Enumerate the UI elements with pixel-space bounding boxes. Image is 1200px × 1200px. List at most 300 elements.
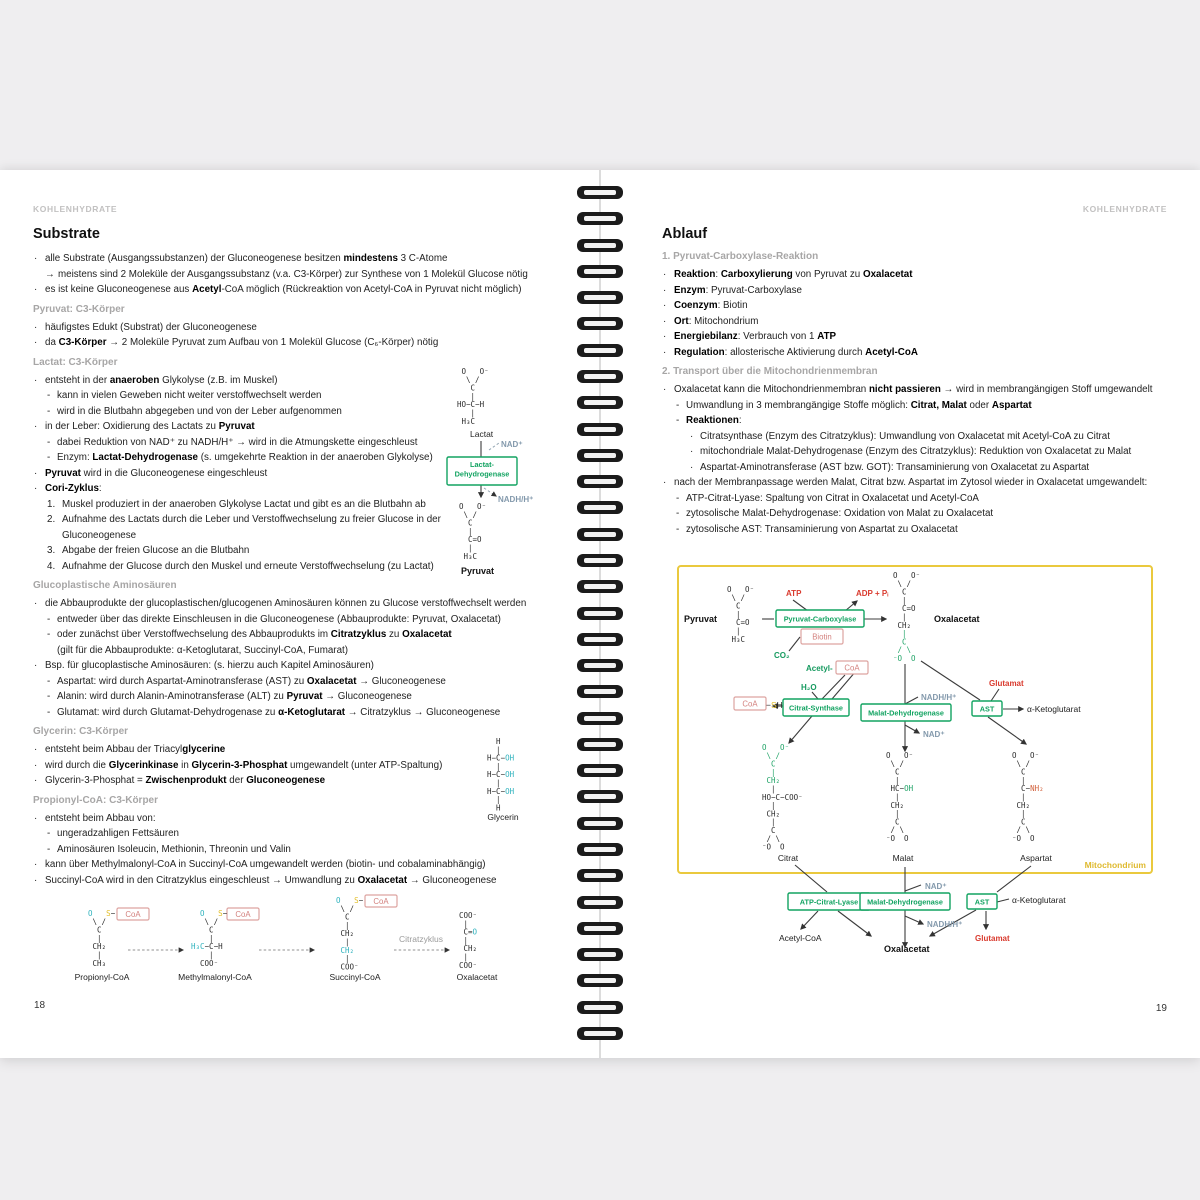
bullet-text: [57, 388, 321, 404]
category-header-right: KOHLENHYDRATE: [1082, 204, 1167, 214]
text-run: Oxalacetat: [862, 269, 913, 280]
diagram-label: α-Ketoglutarat: [1027, 704, 1081, 714]
bullet-text: [57, 689, 412, 705]
text-run: nicht passieren: [868, 384, 941, 395]
atom-run: |: [191, 933, 214, 943]
bullet-text: [45, 282, 521, 298]
bullet-marker: ·: [663, 384, 667, 395]
text-run: Citrat, Malat: [910, 399, 967, 411]
bullet-text: [57, 842, 291, 858]
bullet-marker: ·: [34, 812, 38, 824]
bullet-item: [33, 282, 547, 298]
atom-run: OH: [505, 770, 515, 780]
bullet-item: [33, 658, 547, 674]
text-run: Oxalacetat kann die Mitochondrienmembran: [674, 384, 869, 395]
bullet-marker: -: [676, 399, 680, 411]
diagram-label: NADH/H⁺: [498, 495, 534, 504]
chain-diagram: [60, 888, 525, 990]
text-run: :: [715, 269, 721, 280]
box-label: Dehydrogenase: [454, 469, 510, 479]
spiral-ring: [577, 580, 623, 593]
bullet-item: [662, 429, 1170, 445]
atom-run: CH₂: [886, 800, 905, 810]
text-run: Zwischenprodukt: [145, 775, 227, 786]
atom-run: / \: [1012, 825, 1031, 835]
bullet-item: [662, 382, 1170, 398]
label-run: H: [776, 700, 783, 710]
bullet-text: [62, 559, 434, 575]
text-run: häufigstes Edukt (Substrat) der Gluconeogenese: [45, 321, 257, 333]
atom-run: C: [893, 637, 907, 647]
bullet-item: [33, 320, 547, 336]
bullet-marker: ·: [34, 759, 38, 771]
bullet-marker: -: [676, 523, 680, 535]
atom-run: C: [457, 383, 476, 393]
text-run: wird in die Gluconeogenese eingeschleust: [80, 467, 268, 479]
atom-run: HO−C−H: [457, 400, 485, 410]
bullet-item: [662, 298, 1170, 314]
diagram-label: Citrat: [777, 853, 799, 863]
diagram-label: NAD⁺: [501, 440, 523, 449]
chem-structure-row: [459, 552, 477, 561]
spiral-ring: [577, 344, 623, 357]
atom-run: |: [1012, 792, 1026, 802]
text-run: mitochondriale Malat-Dehydrogenase (Enzym des Citratzyklus): Reduktion von Oxalacetat zu Malat: [700, 446, 1132, 457]
bullet-item: [33, 335, 547, 351]
bullet-text: [45, 481, 102, 497]
connector-line: [489, 443, 499, 450]
bullet-marker: -: [47, 436, 51, 448]
atom-run: −C−H: [204, 942, 223, 952]
bullet-marker: ·: [690, 446, 694, 457]
bullet-item: [33, 873, 547, 889]
bullet-item: [33, 596, 547, 612]
spiral-ring: [577, 396, 623, 409]
text-run: Enzym: [674, 284, 706, 296]
text-run: Glykolyse (z.B. im Muskel): [159, 374, 278, 386]
text-run: → Citratzyklus → Gluconeogenese: [345, 706, 501, 718]
connector-line: [997, 866, 1031, 892]
atom-run: −: [222, 909, 228, 918]
atom-run: C: [191, 925, 214, 935]
spiral-ring: [577, 659, 623, 672]
text-run: Gluconeogenese: [246, 775, 326, 786]
bullet-text: [686, 506, 993, 522]
bullet-marker: -: [47, 613, 51, 625]
text-run: : Pyruvat-Carboxylase: [705, 284, 802, 296]
spiral-ring: [577, 554, 623, 567]
atom-run: |: [487, 795, 501, 805]
connector-line: [789, 637, 800, 651]
atom-run: C: [336, 912, 350, 922]
bullet-marker: -: [676, 415, 680, 426]
atom-run: |: [487, 761, 501, 771]
spiral-ring: [577, 239, 623, 252]
spiral-ring: [577, 869, 623, 882]
atom-run: |: [1012, 775, 1026, 785]
bullet-text: [45, 811, 156, 827]
text-run: Umwandlung in 3 membrangängige Stoffe möglich:: [686, 399, 911, 411]
text-run: Acetyl-CoA: [865, 346, 918, 358]
atom-run: OH: [904, 784, 914, 794]
atom-run: |: [1012, 809, 1026, 819]
bullet-item: [662, 491, 1170, 507]
text-run: (s. umgekehrte Reaktion in der anaeroben Glykolyse): [198, 452, 433, 463]
text-run: α-Ketoglutarat: [278, 706, 346, 718]
atom-run: COO⁻: [459, 911, 478, 920]
diagram-label: Glutamat: [989, 679, 1024, 688]
text-run: zu: [386, 629, 403, 640]
page-number-left: 18: [34, 1000, 46, 1011]
atom-run: |: [459, 526, 473, 536]
atom-run: C: [88, 925, 102, 935]
diagram-label: [766, 700, 783, 710]
text-run: Reaktionen: [686, 415, 739, 426]
bullet-item: [662, 506, 1170, 522]
bullet-marker: ·: [663, 315, 667, 327]
bullet-marker: 4.: [47, 560, 56, 572]
text-run: Muskel produziert in der anaeroben Glykolyse Lactat und gibt es an die Blutbahn ab: [62, 498, 426, 510]
spiral-binding: [577, 186, 623, 1040]
atom-run: |: [336, 937, 350, 947]
bullet-marker: ·: [34, 467, 38, 479]
bullet-text: [57, 674, 446, 690]
spiral-ring: [577, 528, 623, 541]
spiral-ring: [577, 212, 623, 225]
atom-run: O O⁻: [459, 502, 487, 511]
diagram-label: NAD⁺: [925, 882, 947, 891]
text-run: Carboxylierung: [720, 269, 793, 280]
text-run: Pyruvat: [286, 691, 323, 702]
bullet-item: [662, 460, 1170, 476]
text-run: Glycerinkinase: [108, 759, 179, 771]
connector-line: [905, 697, 918, 704]
atom-run: H−C−: [487, 770, 506, 780]
atom-run: CH₂: [1012, 800, 1031, 810]
text-run: Lactat-Dehydrogenase: [92, 452, 199, 463]
text-run: → Gluconeogenese: [407, 874, 497, 886]
atom-run: ⁻O O: [762, 842, 785, 852]
text-run: kann über Methylmalonyl-CoA in Succinyl-CoA umgewandelt werden (biotin- und cobalaminabhängig): [45, 859, 486, 870]
atom-run: COO⁻: [459, 960, 478, 970]
atom-run: |: [459, 543, 473, 553]
text-run: Bsp. für glucoplastische Aminosäuren: (s. hierzu auch Kapitel Aminosäuren): [45, 660, 374, 671]
atom-run: C=: [459, 927, 473, 937]
spiral-ring: [577, 790, 623, 803]
diagram-label: Pyruvat: [684, 614, 718, 624]
lactat_column-diagram: [440, 358, 562, 582]
text-run: 3 C-Atome: [397, 253, 448, 264]
bullet-text: [674, 267, 913, 283]
text-run: Oxalacetat: [357, 874, 408, 886]
spiral-ring: [577, 291, 623, 304]
atom-run: CH₂: [88, 942, 107, 952]
atom-run: C: [727, 601, 741, 611]
box-label: CoA: [235, 909, 251, 919]
chem-structure-row: [762, 843, 785, 852]
atom-run: |: [762, 817, 776, 827]
spiral-ring: [577, 922, 623, 935]
atom-run: CH₂: [336, 945, 355, 955]
connector-line: [789, 716, 812, 743]
box-label: CoA: [373, 896, 389, 906]
text-run: der: [226, 775, 247, 786]
atom-run: H₃C: [727, 634, 746, 644]
text-run: Aspartat: [991, 399, 1032, 411]
chem-structure-row: [459, 961, 477, 970]
diagram-label: Propionyl-CoA: [74, 972, 130, 982]
section-subheader: Propionyl-CoA: C3-Körper: [33, 794, 158, 806]
atom-run: H: [487, 737, 501, 746]
bullet-item: [662, 283, 1170, 299]
bullet-item: [33, 643, 547, 659]
bullet-marker: ·: [34, 775, 38, 786]
bullet-marker: ·: [34, 598, 38, 609]
bullet-text: [57, 627, 452, 643]
chem-structure-row: [1012, 834, 1035, 843]
bullet-marker: ·: [34, 284, 38, 295]
diagram-label: NADH/H⁺: [927, 920, 963, 929]
text-run: Alanin: wird durch Alanin-Aminotransferase (ALT) zu: [57, 691, 287, 702]
atom-run: |: [459, 952, 469, 962]
bullet-marker: -: [47, 706, 51, 718]
atom-run: OH: [505, 786, 515, 796]
box-label: CoA: [125, 909, 141, 919]
text-run: : Mitochondrium: [688, 315, 759, 327]
diagram-label: H₂O: [801, 683, 817, 692]
atom-run: OH: [505, 753, 515, 763]
atom-run: |: [893, 595, 907, 605]
label-run: S: [770, 700, 777, 710]
bullet-item: [662, 413, 1170, 429]
text-run: Reaktion: [674, 269, 716, 280]
spiral-ring: [577, 370, 623, 383]
text-run: → Gluconeogenese: [322, 691, 412, 702]
spiral-ring: [577, 843, 623, 856]
bullet-text: [674, 298, 748, 314]
box-label: Malat-Dehydrogenase: [867, 897, 943, 907]
bullet-text: [45, 419, 255, 435]
atom-run: C=O: [459, 535, 482, 545]
diagram-label: Oxalacetat: [456, 972, 498, 982]
bullet-marker: -: [47, 675, 51, 687]
bullet-marker: -: [47, 843, 51, 855]
text-run: nach der Membranpassage werden Malat, Citrat bzw. Aspartat im Zytosol wieder in Oxalacetat umgewandelt:: [674, 477, 1148, 488]
bullet-text: [57, 435, 417, 451]
atom-run: C: [1012, 767, 1026, 777]
text-run: entsteht beim Abbau von:: [45, 812, 156, 824]
atom-run: −: [358, 896, 364, 905]
box-label: CoA: [742, 699, 758, 709]
bullet-item: [33, 826, 547, 842]
text-run: dabei Reduktion von NAD⁺ zu NADH/H⁺ → wird in die Atmungskette eingeschleust: [57, 436, 418, 448]
chem-structure-row: [893, 654, 916, 663]
atom-run: O O⁻: [762, 743, 790, 752]
text-run: Aspartat-Aminotransferase (AST bzw. GOT): Transaminierung von Oxalacetat zu Aspartat: [700, 461, 1090, 473]
bullet-text: [45, 251, 447, 267]
text-run: Glutamat: wird durch Glutamat-Dehydrogenase zu: [57, 706, 279, 718]
atom-run: CH₂: [336, 929, 355, 939]
text-run: Pyruvat: [218, 421, 255, 432]
spiral-ring: [577, 817, 623, 830]
bullet-text: [686, 522, 958, 538]
bullet-text: [62, 528, 136, 544]
bullet-text: [45, 857, 486, 873]
connector-line: [991, 689, 999, 701]
spiral-ring: [577, 186, 623, 199]
bullet-item: [33, 612, 547, 628]
diagram-label: ADP + Pᵢ: [856, 589, 889, 598]
section-subheader: 1. Pyruvat-Carboxylase-Reaktion: [662, 251, 819, 262]
bullet-text: [674, 329, 836, 345]
spiral-ring: [577, 607, 623, 620]
text-run: da: [45, 337, 59, 348]
text-run: glycerine: [182, 744, 226, 755]
text-run: Aminosäuren Isoleucin, Methionin, Threonin und Valin: [57, 843, 291, 855]
atom-run: CH₂: [459, 944, 478, 954]
atom-run: HO−C−COO⁻: [762, 792, 803, 802]
bullet-text: [57, 705, 500, 721]
bullet-item: [662, 398, 1170, 414]
atom-run: \ /: [88, 917, 107, 927]
connector-line: [838, 911, 871, 936]
diagram-label: α-Ketoglutarat: [1012, 895, 1066, 905]
bullet-item: [662, 314, 1170, 330]
atom-run: C=O: [893, 604, 916, 614]
bullet-marker: 2.: [47, 514, 56, 525]
bullet-marker: 1.: [47, 498, 56, 510]
box-label: Citrat-Synthase: [789, 703, 843, 713]
text-run: Glycerin-3-Phosphat: [191, 759, 288, 771]
spiral-ring: [577, 1001, 623, 1014]
chem-structure-row: [88, 959, 106, 968]
bullet-text: [686, 398, 1032, 414]
connector-line: [905, 916, 923, 924]
bullet-item: [662, 522, 1170, 538]
spiral-ring: [577, 423, 623, 436]
bullet-text: [45, 658, 374, 674]
text-run: (gilt für die Abbauprodukte: α-Ketoglutarat, Succinyl-CoA, Fumarat): [57, 644, 348, 656]
atom-run: / \: [762, 834, 781, 844]
spiral-ring: [577, 896, 623, 909]
text-run: Gluconeogenese: [62, 529, 137, 541]
text-run: Oxalacetat: [306, 675, 357, 687]
diagram-label: ATP: [786, 589, 802, 598]
connector-line: [905, 885, 921, 891]
atom-run: S: [354, 896, 359, 905]
atom-run: |: [762, 801, 776, 811]
atom-run: |: [886, 775, 900, 785]
bullet-marker: ·: [663, 284, 667, 296]
connector-line: [822, 675, 845, 699]
diagram-label: Citratzyklus: [399, 934, 443, 944]
text-run: entweder über das direkte Einschleusen in die Gluconeogenese (Abbauprodukte: Pyruvat, Oxalacetat): [57, 613, 501, 625]
atom-run: O O⁻: [1012, 751, 1040, 760]
text-run: → 2 Moleküle Pyruvat zum Aufbau von 1 Molekül Glucose (C₆-Körper) nötig: [106, 337, 439, 348]
bullet-marker: -: [47, 390, 51, 401]
bullet-text: [45, 742, 225, 758]
diagram-label: Oxalacetat: [934, 614, 980, 624]
atom-run: |: [727, 609, 741, 619]
text-run: Acetyl: [192, 284, 222, 295]
spiral-ring: [577, 265, 623, 278]
text-run: C3-Körper: [58, 337, 107, 348]
diagram-label: Succinyl-CoA: [329, 972, 381, 982]
text-run: → wird in membrangängigen Stoff umgewandelt: [940, 384, 1153, 395]
bullet-text: [700, 429, 1110, 445]
text-run: Aufnahme der Glucose durch den Muskel und erneute Verstoffwechselung (zu Lactat): [62, 560, 434, 572]
atom-run: \ /: [1012, 759, 1031, 769]
bullet-marker: -: [47, 691, 51, 702]
atom-run: S: [218, 909, 223, 918]
atom-run: C=O: [727, 618, 750, 628]
bullet-text: [686, 491, 979, 507]
text-run: wird durch die: [45, 759, 109, 771]
text-run: : allosterische Aktivierung durch: [724, 346, 866, 358]
atom-run: C: [893, 587, 907, 597]
text-run: alle Substrate (Ausgangssubstanzen) der Gluconeogenese besitzen: [45, 253, 344, 264]
atom-run: HC−: [886, 784, 905, 794]
bullet-text: [700, 460, 1089, 476]
bullet-item: [662, 444, 1170, 460]
bullet-text: [45, 773, 325, 789]
bullet-text: [674, 382, 1153, 398]
mito-diagram: [665, 560, 1165, 975]
bullet-marker: 3.: [47, 545, 56, 556]
spiral-ring: [577, 449, 623, 462]
text-run: Citratzyklus: [330, 629, 387, 640]
text-run: → Gluconeogenese: [356, 675, 446, 687]
text-run: zytosolische Malat-Dehydrogenase: Oxidation von Malat zu Oxalacetat: [686, 508, 994, 519]
text-run: Cori-Zyklus: [45, 483, 99, 494]
bullet-text: [45, 335, 438, 351]
bullet-text: [57, 826, 179, 842]
chem-structure-row: [336, 962, 359, 971]
bullet-text: [700, 444, 1131, 460]
bullet-item: [33, 627, 547, 643]
atom-run: H₃C: [457, 416, 476, 426]
bullet-text: [57, 612, 501, 628]
atom-run: C: [886, 817, 900, 827]
atom-run: \ /: [727, 593, 746, 603]
diagram-label: Acetyl-CoA: [779, 933, 822, 943]
atom-run: ⁻O O: [893, 654, 916, 663]
diagram-label: Glutamat: [975, 934, 1010, 943]
atom-run: O: [336, 896, 341, 905]
bullet-text: [674, 283, 802, 299]
atom-run: \ /: [893, 579, 912, 589]
section-subheader: Lactat: C3-Körper: [33, 356, 118, 368]
atom-run: O: [472, 927, 478, 937]
diagram-label: Mitochondrium: [1084, 860, 1146, 870]
spiral-ring: [577, 948, 623, 961]
connector-line: [484, 488, 496, 496]
bullet-marker: ·: [34, 859, 38, 870]
atom-run: \ /: [457, 375, 480, 385]
text-run: ATP-Citrat-Lyase: Spaltung von Citrat in Oxalacetat und Acetyl-CoA: [686, 492, 979, 504]
diagram-label: Oxalacetat: [884, 944, 930, 954]
text-run: Energiebilanz: [674, 331, 738, 342]
spiral-ring: [577, 501, 623, 514]
atom-run: H₃C: [191, 942, 205, 952]
bullet-marker: ·: [663, 477, 667, 488]
text-run: die Abbauprodukte der glucoplastischen/glucogenen Aminosäuren können zu Glucose verstoffwechselt werden: [45, 598, 527, 609]
box-label: ATP-Citrat-Lyase: [799, 897, 859, 907]
atom-run: |: [886, 809, 900, 819]
bullet-marker: ·: [34, 321, 38, 333]
bullet-text: [45, 373, 277, 389]
atom-run: |: [459, 935, 469, 945]
